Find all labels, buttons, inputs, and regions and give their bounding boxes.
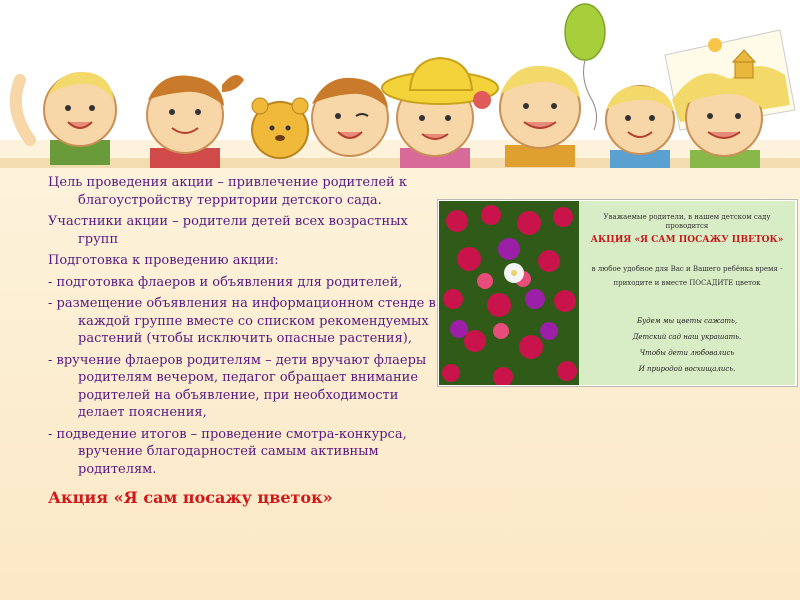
children-illustration <box>0 0 800 175</box>
list-item-results: - подведение итогов – проведение смотра-конкурса, вручение благодарностей самым активным родителям. <box>48 426 407 477</box>
list-item-announcement: - размещение объявления на информационном стенде в каждой группе вместе со списком рекомендуемых растений (чтобы исключить опасные растения), <box>48 296 436 346</box>
flyer-poem-line: Детский сад наш украшать. <box>632 333 742 341</box>
slide-subtitle: Акция «Я сам посажу цветок» <box>48 488 333 507</box>
participants-paragraph: Участники акции – родители детей всех возрастных групп <box>48 214 408 247</box>
child-2 <box>147 75 244 168</box>
child-5 <box>500 66 580 167</box>
balloon-icon <box>565 4 605 60</box>
flowers-image <box>439 201 579 385</box>
preparation-heading: Подготовка к проведению акции: <box>48 253 279 268</box>
flyer-image <box>437 199 798 387</box>
list-item-handout: - вручение флаеров родителям – дети вручают флаеры родителям вечером, педагог обращает внимание родителей на объявление, при необходимости делает пояснения, <box>48 352 427 420</box>
child-3 <box>312 78 388 156</box>
flyer-line3: приходите и вместе ПОСАДИТЕ цветок <box>613 279 761 287</box>
flyer-poem-line: И природой восхищались. <box>638 365 736 373</box>
content-text <box>48 174 440 482</box>
list-item-flyers: - подготовка флаеров и объявления для родителей, <box>48 274 403 290</box>
flyer-line2: в любое удобное для Вас и Вашего ребёнка время - <box>591 265 783 273</box>
flyer-poem-line: Чтобы дети любовались <box>639 349 735 357</box>
flyer-title: АКЦИЯ «Я САМ ПОСАЖУ ЦВЕТОК» <box>590 235 784 245</box>
goal-paragraph: Цель проведения акции – привлечение родителей к благоустройству территории детского сада. <box>48 175 407 208</box>
flyer-poem-line: Будем мы цветы сажать, <box>636 317 738 325</box>
child-4 <box>382 58 498 168</box>
flyer-text-panel <box>579 201 795 385</box>
teddy-bear <box>252 98 308 158</box>
child-7 <box>686 78 762 168</box>
child-1 <box>16 72 116 165</box>
child-6 <box>606 86 674 168</box>
flyer-intro: Уважаемые родители, в нашем детском саду проводится <box>603 213 771 230</box>
